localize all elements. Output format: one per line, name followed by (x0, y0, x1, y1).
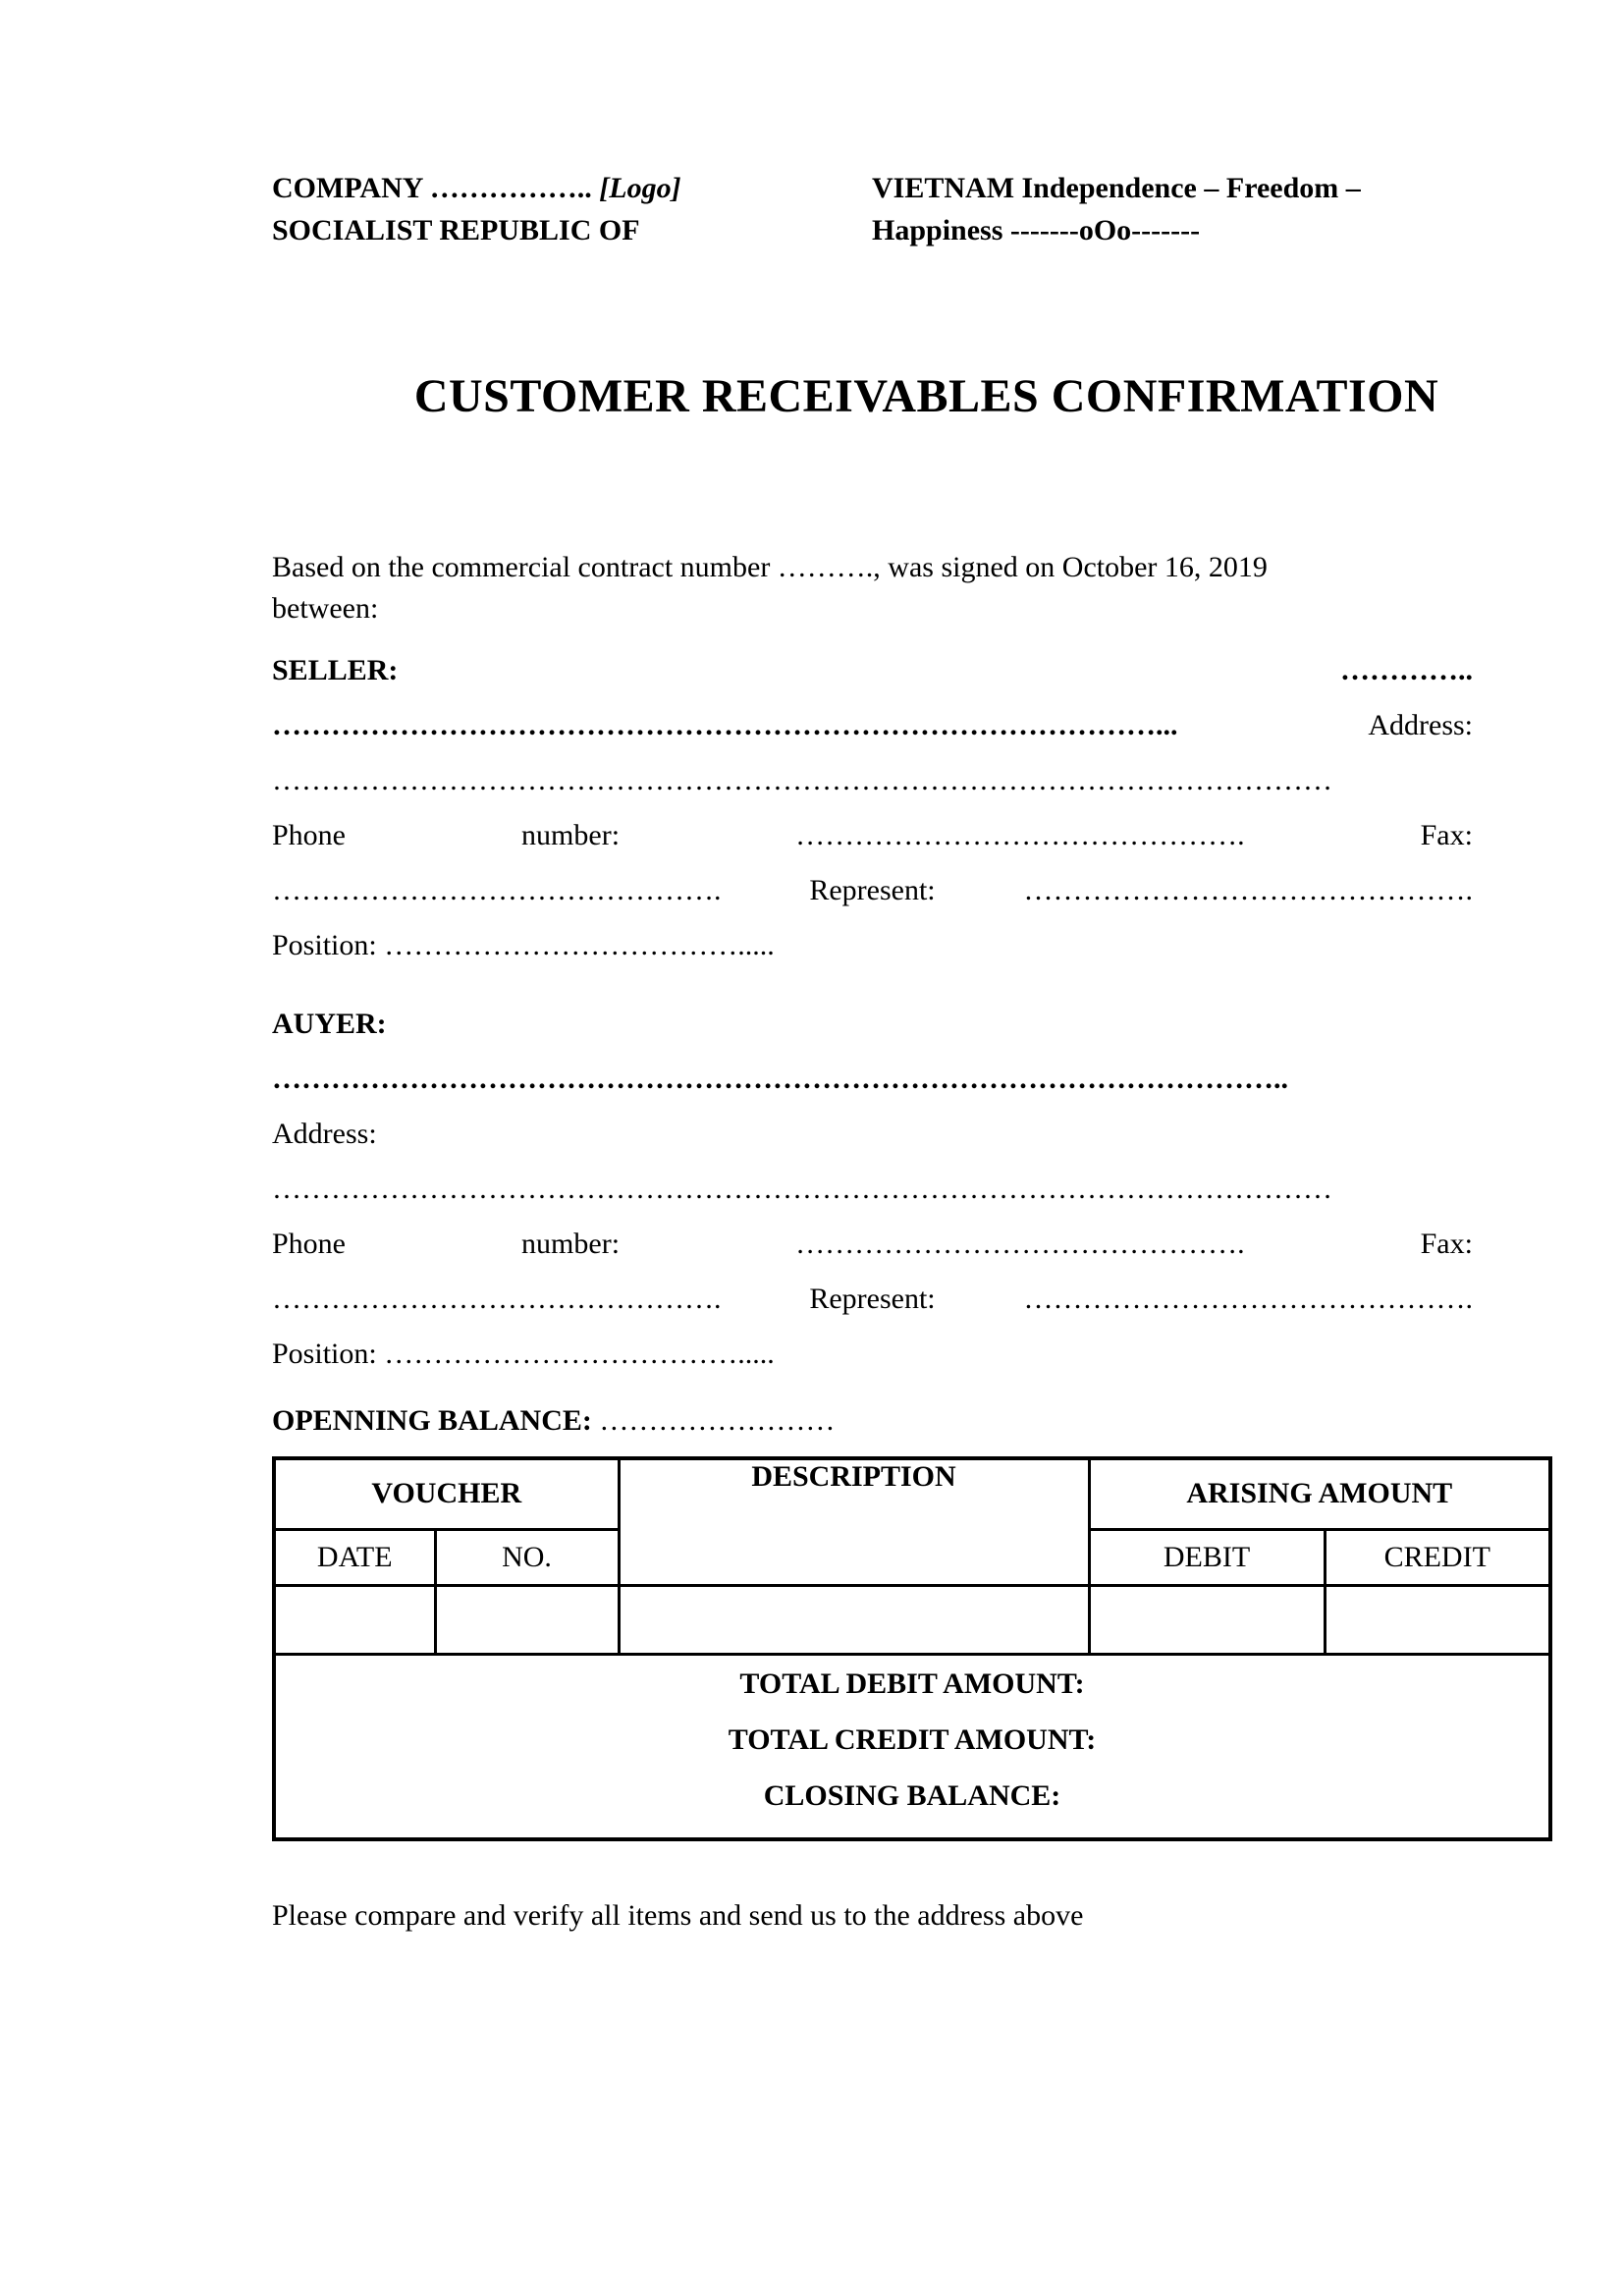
date-header: DATE (274, 1529, 435, 1585)
seller-fax-label: Fax: (1420, 819, 1473, 851)
buyer-section (272, 997, 1473, 1382)
empty-data-row (274, 1585, 1550, 1654)
table-header-row (274, 1458, 1550, 1529)
page-title: CUSTOMER RECEIVABLES CONFIRMATION (413, 370, 1439, 422)
seller-phone-fill-dots: ………………………………………. (795, 819, 1245, 851)
buyer-position-fill-dots: ………………………………..... (384, 1338, 775, 1370)
seller-name-fill-dots: ………………………………………………………………………………... (272, 709, 1178, 741)
voucher-header: VOUCHER (274, 1458, 619, 1529)
buyer-position-label: Position: (272, 1338, 377, 1370)
seller-position-label: Position: (272, 929, 377, 961)
motto-line-1: VIETNAM Independence – Freedom – (872, 172, 1361, 204)
seller-represent-label: Represent: (809, 874, 936, 906)
buyer-position-line (272, 1327, 1473, 1382)
description-header: DESCRIPTION (619, 1458, 1089, 1585)
seller-address-label: Address: (1368, 709, 1473, 741)
debit-cell (1089, 1585, 1325, 1654)
no-cell (435, 1585, 619, 1654)
credit-cell (1325, 1585, 1550, 1654)
seller-phone-label: Phone (272, 819, 346, 851)
seller-number-label: number: (521, 819, 621, 851)
buyer-represent-label: Represent: (809, 1283, 936, 1315)
total-credit-line: TOTAL CREDIT AMOUNT: (728, 1722, 1097, 1756)
buyer-represent-line (272, 1272, 1473, 1327)
intro-line-1: Based on the commercial contract number ………., was signed on October 16, 2019 (272, 551, 1268, 583)
buyer-fax-label: Fax: (1420, 1228, 1473, 1260)
voucher-table (272, 1456, 1552, 1841)
opening-balance-label: OPENNING BALANCE: (272, 1404, 592, 1437)
buyer-address-label: Address: (272, 1118, 377, 1150)
opening-balance-line (272, 1393, 1624, 1448)
motto-line-2: Happiness -------oOo------- (872, 214, 1201, 246)
seller-fax-fill-dots: ………………………………………. (272, 874, 722, 906)
buyer-phone-label: Phone (272, 1228, 346, 1260)
buyer-address-label-line (272, 1107, 1473, 1162)
intro-paragraph (272, 547, 1473, 629)
seller-fill-dots: ………….. (1340, 654, 1473, 686)
closing-balance-line: CLOSING BALANCE: (763, 1778, 1061, 1812)
seller-label: SELLER: (272, 654, 399, 686)
company-line (272, 167, 872, 209)
date-cell (274, 1585, 435, 1654)
company-label: COMPANY (272, 172, 423, 204)
republic-line: SOCIALIST REPUBLIC OF (272, 214, 640, 246)
totals-row (274, 1654, 1550, 1839)
seller-section (272, 643, 1473, 973)
seller-address-fill-line: ……………………………………………………………………………………………… (272, 764, 1332, 796)
seller-position-line (272, 918, 1473, 973)
intro-line-2: between: (272, 592, 379, 625)
buyer-represent-fill-dots: ………………………………………. (1023, 1283, 1473, 1315)
seller-phone-line (272, 808, 1473, 863)
seller-heading-line (272, 643, 1473, 698)
logo-placeholder: [Logo] (599, 172, 681, 204)
no-header: NO. (435, 1529, 619, 1585)
seller-represent-line (272, 863, 1473, 918)
buyer-heading-line (272, 997, 1473, 1052)
buyer-phone-line (272, 1217, 1473, 1272)
debit-header: DEBIT (1089, 1529, 1325, 1585)
document-header (272, 167, 1473, 251)
buyer-label: AUYER: (272, 1008, 387, 1040)
buyer-address-fill-line: ……………………………………………………………………………………………… (272, 1173, 1332, 1205)
company-fill-dots: …………….. (429, 172, 592, 204)
buyer-fax-fill-dots: ………………………………………. (272, 1283, 722, 1315)
description-cell (619, 1585, 1089, 1654)
header-right-block (872, 167, 1473, 251)
buyer-name-fill-line: ………………………………………………………………………………………….. (272, 1063, 1288, 1095)
totals-cell (274, 1654, 1550, 1839)
credit-header: CREDIT (1325, 1529, 1550, 1585)
seller-name-address-line (272, 698, 1473, 753)
arising-amount-header: ARISING AMOUNT (1089, 1458, 1550, 1529)
buyer-phone-fill-dots: ………………………………………. (795, 1228, 1245, 1260)
buyer-number-label: number: (521, 1228, 621, 1260)
total-debit-line: TOTAL DEBIT AMOUNT: (739, 1667, 1085, 1700)
seller-position-fill-dots: ………………………………..... (384, 929, 775, 961)
footer-note: Please compare and verify all items and send us to the address above (272, 1898, 1084, 1932)
header-left-block (272, 167, 872, 251)
opening-balance-fill-dots: …………………… (599, 1404, 836, 1437)
seller-represent-fill-dots: ………………………………………. (1023, 874, 1473, 906)
